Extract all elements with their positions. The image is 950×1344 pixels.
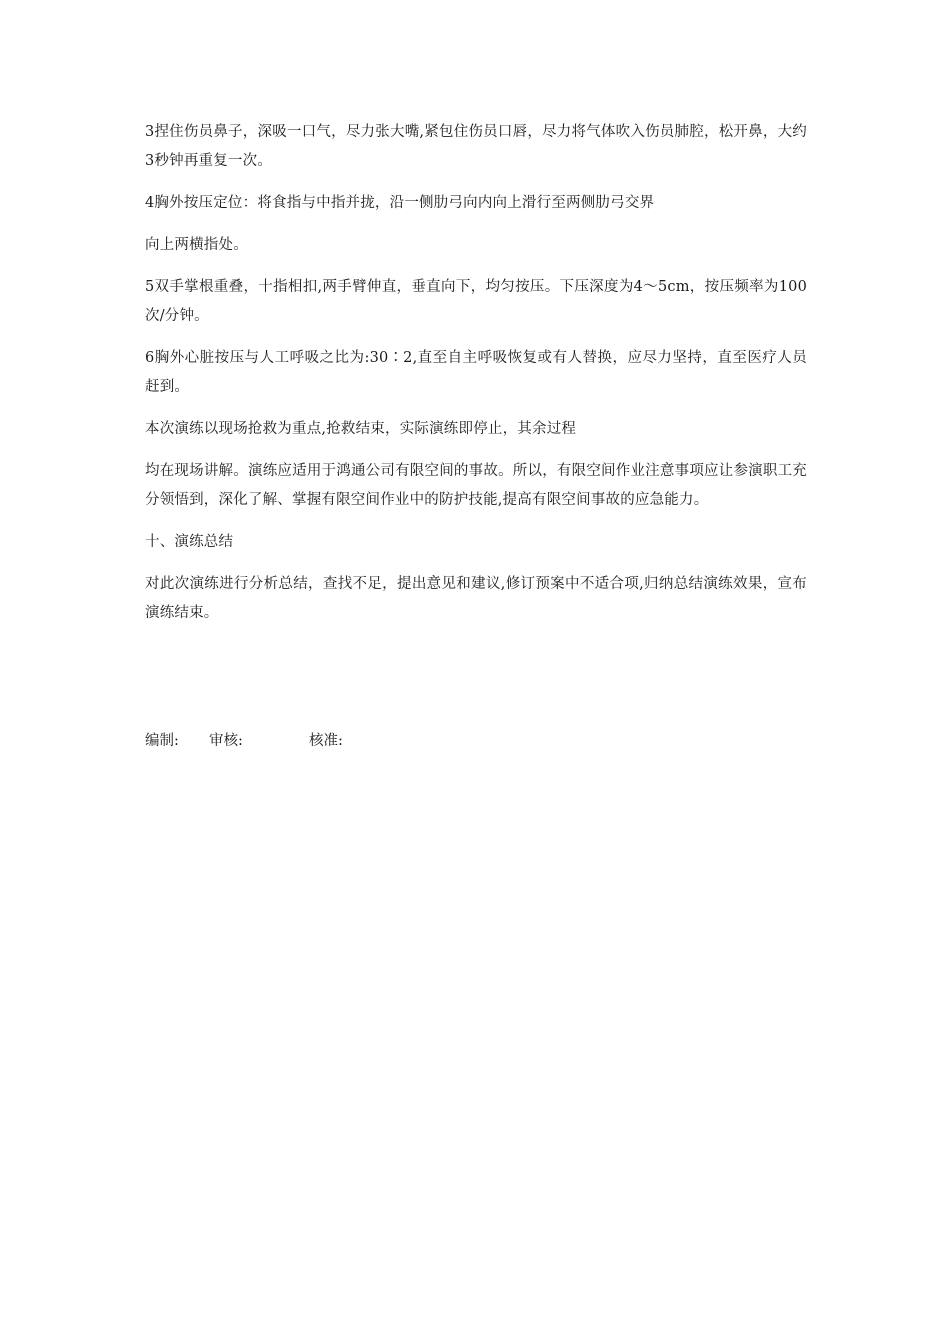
document-body (145, 118, 807, 641)
paragraph-compression-position: 4胸外按压定位：将食指与中指并拢，沿一侧肋弓向内向上滑行至两侧肋弓交界 (145, 195, 655, 211)
signature-reviewed-by: 审核: (209, 733, 243, 749)
paragraph-compression-position-cont: 向上两横指处。 (145, 237, 248, 253)
paragraph-drill-focus: 本次演练以现场抢救为重点,抢救结束，实际演练即停止，其余过程 (145, 421, 577, 437)
paragraph-compression-ratio: 6胸外心脏按压与人工呼吸之比为:30∶2,直至自主呼吸恢复或有人替换，应尽力坚持，直至医疗人员赶到。 (145, 350, 807, 395)
signature-compiled-by: 编制: (145, 733, 179, 749)
paragraph-mouth-to-mouth: 3捏住伤员鼻子，深吸一口气，尽力张大嘴,紧包住伤员口唇，尽力将气体吹入伤员肺腔，松开鼻，大约3秒钟再重复一次。 (145, 124, 807, 169)
paragraph-drill-explanation: 均在现场讲解。演练应适用于鸿通公司有限空间的事故。所以，有限空间作业注意事项应让参演职工充分领悟到，深化了解、掌握有限空间作业中的防护技能,提高有限空间事故的应急能力。 (145, 463, 807, 508)
paragraph-drill-summary: 对此次演练进行分析总结，查找不足，提出意见和建议,修订预案中不适合项,归纳总结演练效果，宣布演练结束。 (145, 576, 807, 621)
section-heading-drill-summary: 十、演练总结 (145, 534, 234, 550)
paragraph-compression-method: 5双手掌根重叠，十指相扣,两手臂伸直，垂直向下，均匀按压。下压深度为4～5cm，按压频率为100次/分钟。 (145, 279, 807, 324)
signature-approved-by: 核准: (309, 733, 343, 749)
signature-line (145, 727, 807, 756)
